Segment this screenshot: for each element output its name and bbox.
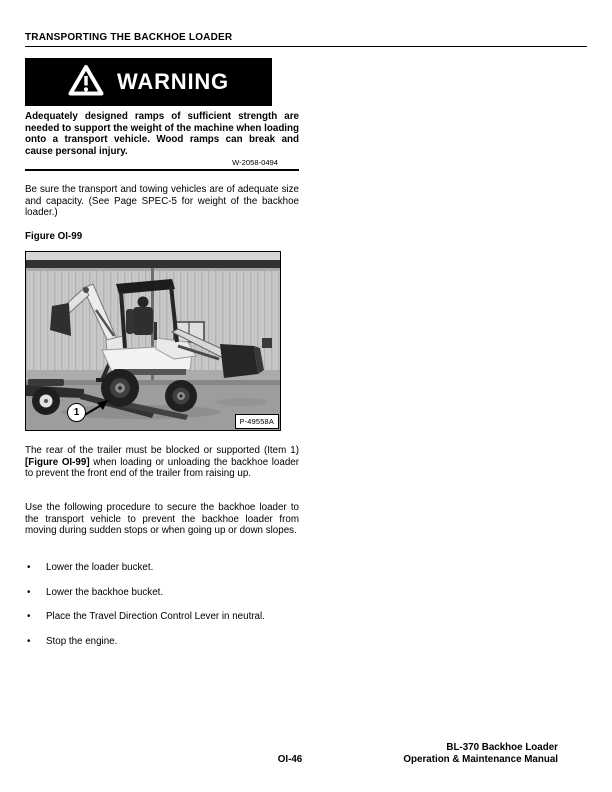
list-item xyxy=(25,587,299,599)
paragraph-procedure: Use the following procedure to secure the backhoe loader to the transport vehicle to prevent the backhoe loader from moving during sudden stops or when going up or down slopes. xyxy=(25,502,299,537)
list-item xyxy=(25,562,299,574)
warning-text: Adequately designed ramps of sufficient strength are needed to support the weight of the machine when loading onto a transport vehicle. Wood ramps can break and cause personal injury. xyxy=(25,111,299,158)
figure-label: Figure OI-99 xyxy=(25,231,83,242)
figure-photo xyxy=(25,251,281,431)
procedure-list xyxy=(25,562,299,661)
footer-line2: Operation & Maintenance Manual xyxy=(403,754,558,766)
title-rule xyxy=(25,46,587,47)
paragraph-blocked xyxy=(25,445,299,480)
paragraph-intro: Be sure the transport and towing vehicles are of adequate size and capacity. (See Page SPEC-5 for weight of the backhoe loader.) xyxy=(25,184,299,219)
figure-reference: [Figure OI-99] xyxy=(25,456,90,468)
page-title: TRANSPORTING THE BACKHOE LOADER xyxy=(25,32,233,43)
callout-1-badge xyxy=(67,403,86,422)
bullet-icon: • xyxy=(27,586,31,598)
paragraph-blocked-post: when loading or unloading the backhoe loader to prevent the front end of the trailer from raising up. xyxy=(25,456,299,480)
list-item-text: Place the Travel Direction Control Lever in neutral. xyxy=(46,611,265,623)
callout-number: 1 xyxy=(73,406,80,418)
footer-page-number: OI-46 xyxy=(277,754,303,765)
bullet-icon: • xyxy=(27,636,31,648)
footer-line1: BL-370 Backhoe Loader xyxy=(446,742,558,753)
warning-ref-code: W-2058-0494 xyxy=(232,158,278,167)
list-item-text: Lower the backhoe bucket. xyxy=(46,586,164,598)
warning-label: WARNING xyxy=(117,69,229,94)
list-item xyxy=(25,611,299,623)
warning-banner xyxy=(25,58,272,106)
section-rule xyxy=(25,169,299,171)
photo-id-label: P-49558A xyxy=(235,414,279,429)
list-item xyxy=(25,636,299,648)
figure-photo-illustration xyxy=(26,252,280,430)
bullet-icon: • xyxy=(27,562,31,573)
list-item-text: Lower the loader bucket. xyxy=(46,562,154,573)
list-item-text: Stop the engine. xyxy=(46,636,118,648)
bullet-icon: • xyxy=(27,611,31,623)
warning-triangle-icon xyxy=(68,64,104,101)
paragraph-blocked-pre: The rear of the trailer must be blocked or supported (Item 1) xyxy=(25,445,299,456)
